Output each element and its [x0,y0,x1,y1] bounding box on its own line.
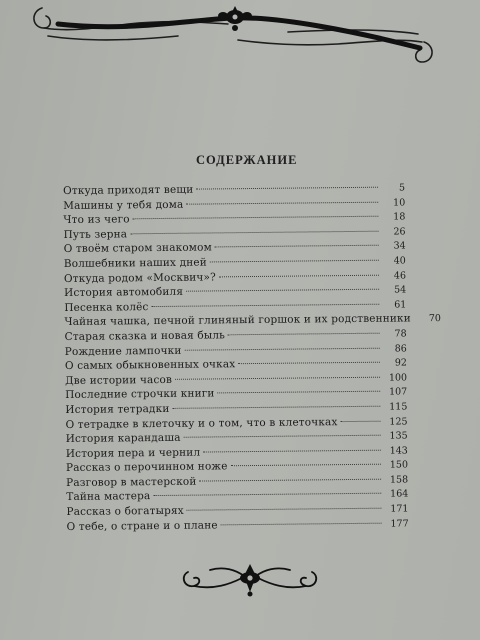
toc-entry-title: Старая сказка и новая быль [64,329,226,343]
toc-entry-title: История пера и чернил [65,446,201,460]
toc-entry-title: Последние строчки книги [65,387,215,402]
toc-entry-page: 70 [428,313,441,325]
dot-leader [217,381,380,394]
top-ornament-icon [28,2,438,66]
dot-leader [133,206,379,220]
dot-leader [196,177,378,190]
toc-entry-page: 10 [393,197,406,209]
toc-entry-title: Путь зерна [63,228,128,241]
toc-entry-title: О тебе, о стране и о плане [66,519,218,533]
dot-leader [153,483,381,496]
dot-leader [238,352,380,364]
toc-entry-page: 86 [394,342,407,355]
bottom-ornament-icon [180,558,320,598]
toc-entry-title: Чайная чашка, печной глиняный горшок и их родственники [64,312,411,329]
toc-entry-title: О тетрадке в клеточку и о том, что в клеточках [65,415,338,431]
dot-leader [184,337,379,350]
toc-entry-page: 40 [393,255,406,267]
dot-leader [187,498,382,511]
toc-entry-title: История автомобиля [64,285,184,300]
toc-entry-title: Рассказ о богатырях [66,504,184,519]
toc-entry-page: 61 [394,299,407,311]
dot-leader [228,323,380,336]
toc-entry-page: 46 [393,269,407,282]
toc-entry-title: Рассказ о перочинном ноже [65,460,228,475]
dot-leader [199,469,381,482]
toc-entry-page: 100 [388,372,408,384]
dot-leader [221,512,382,525]
toc-entry-page: 164 [390,488,409,501]
toc-entry-page: 92 [394,357,407,369]
dot-leader [230,454,381,467]
toc-entry-page: 5 [398,182,406,194]
dot-leader [186,279,379,292]
dot-leader [215,235,379,248]
dot-leader [130,220,378,234]
toc-entry-title: Песенка колёс [64,300,149,314]
toc-entry-page: 135 [389,430,408,442]
toc-entry-title: О самых обыкновенных очках [64,358,236,373]
toc-entry-title: Две истории часов [65,373,173,387]
dot-leader [184,425,381,438]
toc-entry-page: 107 [389,386,408,398]
toc-entry-page: 171 [390,503,409,515]
dot-leader [340,410,380,421]
toc-entry-page: 78 [394,328,407,340]
toc-entry-title: Рождение лампочки [64,344,182,358]
toc-entry-page: 54 [393,284,407,296]
toc-heading: СОДЕРЖАНИЕ [196,153,298,167]
dot-leader [210,250,379,263]
toc-entry-title: Откуда родом «Москвич»? [63,270,216,285]
toc-entry-title: Машины у тебя дома [63,198,184,212]
toc-list [63,179,441,533]
toc-entry-title: О твоём старом знакомом [63,241,212,256]
toc-entry-page: 150 [389,459,409,471]
toc-entry-title: История карандаша [65,431,181,446]
toc-entry-page: 177 [390,518,409,530]
dot-leader [151,293,379,306]
toc-entry-title: Волшебники наших дней [63,256,207,270]
dot-leader [186,191,378,204]
dot-leader [172,396,380,409]
toc-entry-page: 125 [389,415,408,428]
toc-entry-page: 115 [389,401,408,413]
toc-entry-page: 18 [393,211,406,223]
toc-entry-page: 34 [393,240,406,252]
toc-entry-page: 26 [393,226,406,238]
toc-entry-title: Тайна мастера [66,490,151,504]
dot-leader [175,366,380,379]
toc-entry-title: История тетрадки [65,402,170,416]
dot-leader [203,439,381,452]
toc-entry-title: Что из чего [63,213,130,227]
dot-leader [219,264,379,277]
toc-entry-title: Откуда приходят вещи [63,183,194,197]
toc-entry-page: 143 [389,445,408,457]
toc-entry-page: 158 [389,474,409,486]
toc-entry-title: Разговор в мастерской [66,475,197,489]
